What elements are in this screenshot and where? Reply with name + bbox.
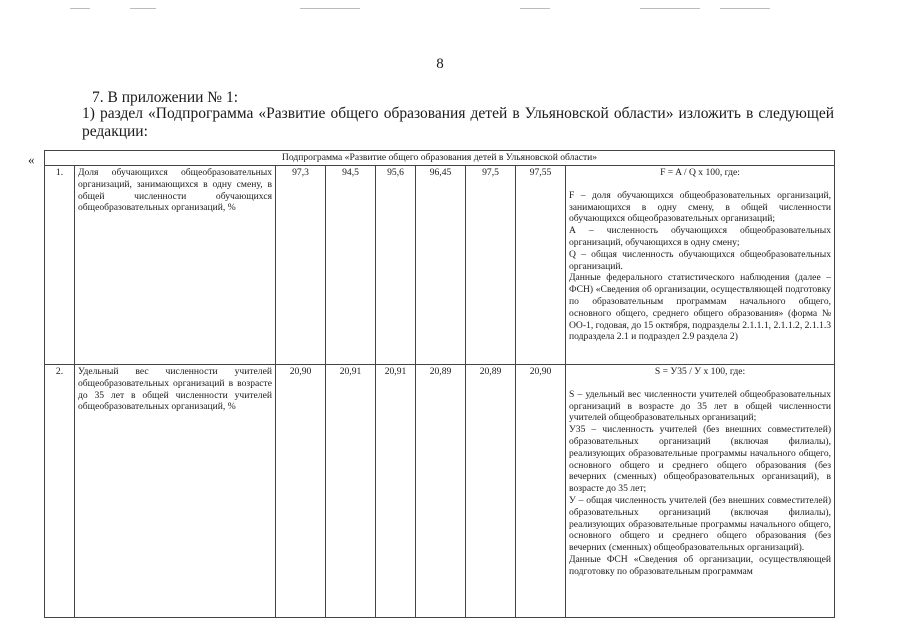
indicator-name: Доля обучающихся общеобразовательных организаций, занимающихся в одну смену, в общей численности обучающихся общеобразовательных организаций, %: [75, 166, 276, 365]
formula-description: F – доля обучающихся общеобразовательных организаций, занимающихся в одну смену, в общей численности обучающихся общеобразовательных организаций;: [569, 189, 832, 225]
indicator-value: 95,6: [376, 166, 416, 365]
formula-description: S – удельный вес численности учителей общеобразовательных организаций в возрасте до 35 лет в общей численности учителей общеобразовательных организаций;: [569, 388, 832, 424]
data-source: Данные ФСН «Сведения об организации, осуществляющей подготовку по образовательным программам: [569, 553, 832, 577]
formula-description: Q – общая численность обучающихся общеобразовательных организаций.: [569, 248, 832, 272]
indicator-name: Удельный вес численности учителей общеобразовательных организаций в возрасте до 35 лет в общей численности учителей общеобразовательных организаций, %: [75, 365, 276, 618]
indicator-value: 20,90: [276, 365, 326, 618]
row-number: 2.: [45, 365, 75, 618]
opening-quote-mark: «: [28, 152, 35, 167]
row-number: 1.: [45, 166, 75, 365]
formula-description: У – общая численность учителей (без внешних совместителей) образовательных организаций (включая филиалы), реализующих образовательные программы начального общего, основного общего и среднего общего образования (без вечерних (сменных) общеобразовательных организаций).: [569, 494, 832, 554]
intro-paragraph: 1) раздел «Подпрограмма «Развитие общего образования детей в Ульяновской области» изложить в следующей: [82, 105, 834, 122]
intro-paragraph-end: редакции:: [82, 123, 148, 140]
formula: F = A / Q х 100, где:: [660, 167, 740, 178]
scan-artifact: [520, 8, 550, 9]
formula-description: У35 – численность учителей (без внешних совместителей) образовательных организаций (включая филиалы), реализующих образовательные программы начального общего, основного общего и среднего общего образования (без вечерних (сменных) общеобразовательных организаций), в возрасте до 35 лет;: [569, 424, 832, 495]
indicator-value: 20,90: [516, 365, 566, 618]
scan-artifact: [300, 8, 360, 9]
scan-artifact: [720, 8, 770, 9]
data-source: Данные федерального статистического наблюдения (далее – ФСН) «Сведения об организации, осуществляющей подготовку по образовательным программам начального общего, основного общего, среднего общего образования» (форма № ОО-1, годовая, до 15 октября, подразделы 2.1.1.1, 2.1.1.2, 2.1.1.3 подраздела 2.1 и подраздел 2.9 раздела 2): [569, 272, 832, 343]
scan-artifact: [70, 8, 90, 9]
table-row: [45, 166, 835, 365]
indicator-value: 96,45: [416, 166, 466, 365]
table-header-row: [45, 151, 835, 166]
indicator-value: 20,89: [466, 365, 516, 618]
indicator-value: 97,3: [276, 166, 326, 365]
indicator-value: 97,55: [516, 166, 566, 365]
intro-heading: 7. В приложении № 1:: [92, 89, 239, 106]
calculation-method: [566, 166, 835, 365]
formula-description: А – численность обучающихся общеобразовательных организаций, обучающихся в одну смену;: [569, 225, 832, 248]
indicator-value: 20,91: [376, 365, 416, 618]
table-header: Подпрограмма «Развитие общего образования детей в Ульяновской области»: [45, 151, 835, 166]
scan-artifact: [640, 8, 700, 9]
calculation-method: [566, 365, 835, 618]
indicator-value: 94,5: [326, 166, 376, 365]
indicator-value: 97,5: [466, 166, 516, 365]
indicator-value: 20,91: [326, 365, 376, 618]
page-number: 8: [436, 56, 444, 72]
table-row: [45, 365, 835, 618]
indicator-value: 20,89: [416, 365, 466, 618]
scan-artifact: [130, 8, 156, 9]
formula: S = У35 / У х 100, где:: [654, 366, 746, 377]
subprogram-table: [44, 150, 835, 618]
